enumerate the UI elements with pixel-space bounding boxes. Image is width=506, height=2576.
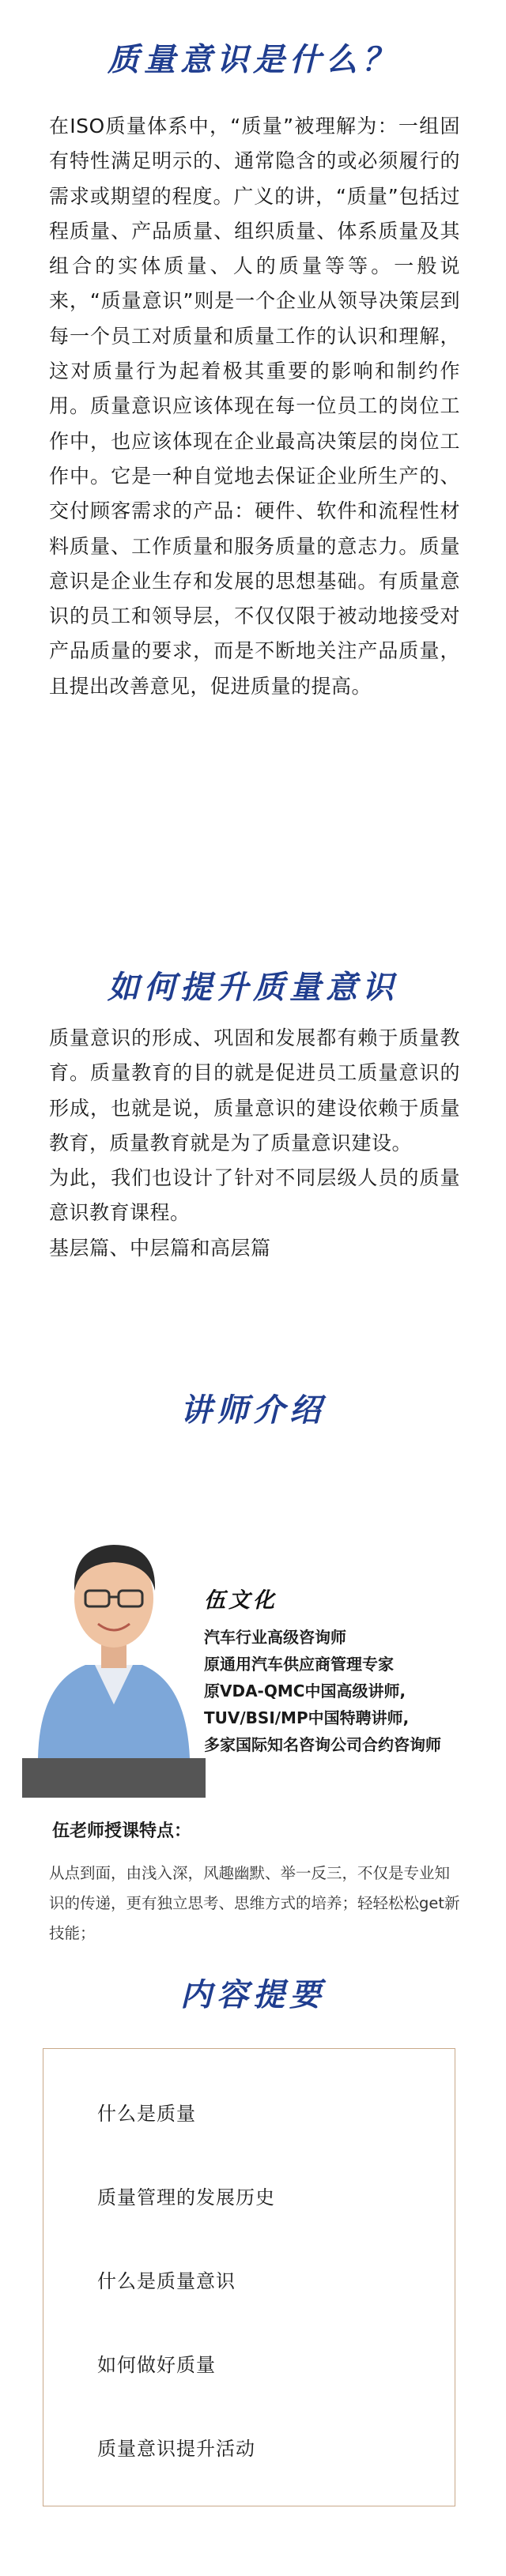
improve-line-3: 基层篇、中层篇和高层篇 [49, 1236, 271, 1260]
improve-line-2: 为此，我们也设计了针对不同层级人员的质量意识教育课程。 [49, 1166, 460, 1225]
outline-item: 什么是质量意识 [97, 2270, 236, 2292]
outline-item: 如何做好质量 [97, 2354, 216, 2376]
section-title-content-outline: 内容提要 [180, 1976, 326, 2013]
teaching-features-heading: 伍老师授课特点： [52, 1821, 192, 1841]
teacher-title-line: 汽车行业高级咨询师 [204, 1628, 346, 1647]
outline-item: 质量意识提升活动 [97, 2438, 255, 2460]
outline-item: 质量管理的发展历史 [97, 2186, 275, 2209]
teacher-name: 伍文化 [204, 1588, 278, 1613]
teacher-title-line: TUV/BSI/MP中国特聘讲师, [204, 1708, 410, 1727]
content-outline-box [43, 2048, 455, 2506]
teaching-features-text: 从点到面，由浅入深，风趣幽默、举一反三，不仅是专业知识的传递，更有独立思考、思维方式的培养；轻轻松松get新技能； [49, 1864, 460, 1942]
teacher-title-line: 原VDA-QMC中国高级讲师, [204, 1682, 406, 1700]
improve-line-1: 质量意识的形成、巩固和发展都有赖于质量教育。质量教育的目的就是促进员工质量意识的形成，也就是说，质量意识的建设依赖于质量教育，质量教育就是为了质量意识建设。 [49, 1026, 460, 1154]
teacher-title-line: 多家国际知名咨询公司合约咨询师 [204, 1735, 441, 1754]
teacher-titles [204, 1624, 506, 1758]
teacher-photo [22, 1497, 206, 1798]
teacher-title-line: 原通用汽车供应商管理专家 [204, 1655, 394, 1674]
section-title-how-to-improve: 如何提升质量意识 [108, 969, 398, 1006]
intro-paragraph: 在ISO质量体系中，“质量”被理解为：一组固有特性满足明示的、通常隐含的或必须履行的需求或期望的程度。广义的讲，“质量”包括过程质量、产品质量、组织质量、体系质量及其组合的实体质量、人的质量等等。一般说来，“质量意识”则是一个企业从领导决策层到每一个员工对质量和质量工作的认识和理解，这对质量行为起着极其重要的影响和制约作用。质量意识应该体现在每一位员工的岗位工作中，也应该体现在企业最高决策层的岗位工作中。它是一种自觉地去保证企业所生产的、交付顾客需求的产品：硬件、软件和流程性材料质量、工作质量和服务质量的意志力。质量意识是企业生存和发展的思想基础。有质量意识的员工和领导层，不仅仅限于被动地接受对产品质量的要求，而是不断地关注产品质量，且提出改善意见，促进质量的提高。 [49, 115, 460, 698]
section-title-teacher-intro: 讲师介绍 [180, 1392, 326, 1429]
teacher-illustration [22, 1497, 206, 1798]
section-title-what-is-quality-awareness: 质量意识是什么？ [108, 41, 398, 78]
improve-paragraph [49, 1021, 460, 1266]
outline-item: 什么是质量 [97, 2103, 196, 2125]
photo-base-bar [22, 1758, 206, 1798]
